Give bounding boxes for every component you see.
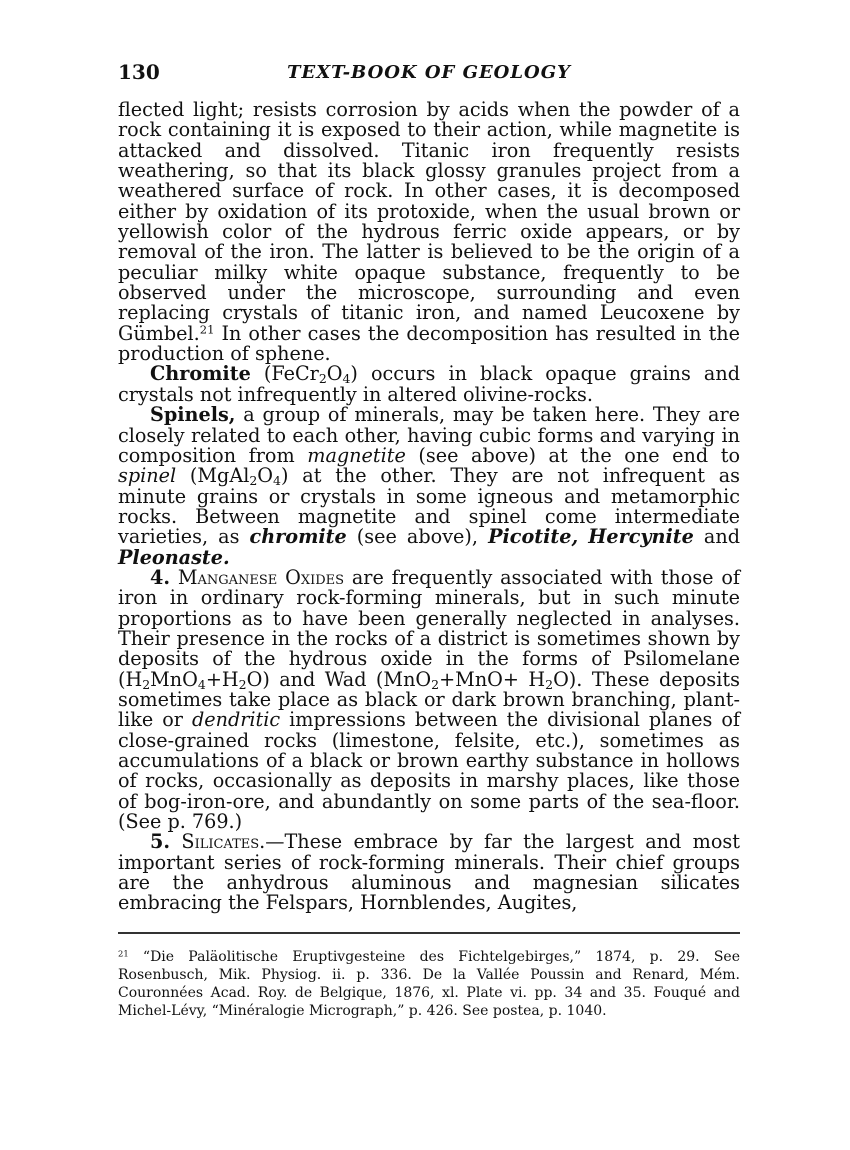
paragraph-chromite xyxy=(118,364,740,405)
subscript: 2 xyxy=(249,473,258,489)
paragraph-text: (see above), xyxy=(346,525,489,549)
paragraph-text: and xyxy=(693,525,740,549)
formula: +MnO+ H xyxy=(439,667,546,691)
page-number: 130 xyxy=(118,60,160,84)
paragraph-text: flected light; resists corrosion by acids when the powder of a rock containing it is exposed to their action, while magnetite is attacked and dissolved. Titanic iron frequently resists weathering, so that its black glossy granules project from a weathered surface of rock. In other cases, it is decomposed either by oxidation of its protoxide, when the usual brown or yellowish color of the hydrous ferric oxide appears, or by removal of the iron. The latter is believed to be the origin of a peculiar milky white opaque substance, frequently to be observed under the microscope, surrounding and even replacing crystals of titanic iron, and named Leucoxene by Gümbel. xyxy=(118,98,740,345)
formula: ) xyxy=(280,464,289,488)
term-hercynite: Hercynite xyxy=(588,525,694,549)
term-pleonaste: Pleonaste. xyxy=(118,545,230,569)
subscript: 4 xyxy=(342,371,351,387)
paragraph-silicates xyxy=(118,832,740,913)
mineral-name-spinels: Spinels, xyxy=(150,403,236,427)
paragraph-text: at the other. They are not infrequent as minute grains or crystals in some igneous and metamorphic rocks. Between magnetite and spinel come intermediate varieties, as xyxy=(118,464,740,549)
subscript: 4 xyxy=(273,473,281,489)
formula: O) and Wad (MnO xyxy=(246,667,432,691)
term-chromite: chromite xyxy=(249,525,347,549)
footnote-text: “Die Paläolitische Eruptivgesteine des Fichtelgebirges,” 1874, p. 29. See Rosenbusch, Mik. Physiog. ii. p. 336. De la Vallée Poussin and Renard, Mém. Couronnées Acad. Roy. de Belgique, 1876, xl. Plate vi. pp. 34 and 35. Fouqué and Michel-Lévy, “Minéralogie Micrograph,” p. 426. See postea, p. 1040. xyxy=(118,948,740,1019)
paragraph-text: In other cases the decomposition has resulted in the production of sphene. xyxy=(118,321,740,366)
paragraph-titanic-iron xyxy=(118,100,740,364)
term-magnetite: magnetite xyxy=(307,443,406,467)
page-header xyxy=(118,60,740,100)
mineral-name-chromite: Chromite xyxy=(150,362,251,386)
paragraph-text: occurs in black opaque grains and crystals not infrequently in altered olivine-rocks. xyxy=(118,362,740,406)
footnote xyxy=(118,948,740,1020)
running-head: TEXT-BOOK OF GEOLOGY xyxy=(287,62,571,83)
paragraph-text: —These embrace by far the largest and most important series of rock-forming minerals. Their chief groups are the anhydrous aluminous and magnesian silicates embracing the Felspars, Hornblendes, Augites, xyxy=(118,830,740,915)
paragraph-text: These deposits sometimes take place as black or dark brown branching, plant-like or xyxy=(118,667,740,732)
subscript: 2 xyxy=(545,676,554,692)
section-number: 5. xyxy=(150,830,171,854)
section-number: 4. xyxy=(150,565,171,589)
formula: (MgAl xyxy=(176,464,250,488)
footnote-marker: 21 xyxy=(118,948,129,959)
footnote-reference: 21 xyxy=(199,322,215,337)
term-dendritic: dendritic xyxy=(191,708,281,732)
term-spinel: spinel xyxy=(118,464,177,488)
formula: +H xyxy=(205,667,239,691)
formula: O xyxy=(257,464,274,488)
paragraph-spinels xyxy=(118,405,740,568)
section-heading: Manganese Oxides xyxy=(177,565,345,589)
section-heading: Silicates. xyxy=(181,830,266,854)
formula: O). xyxy=(553,667,583,691)
paragraph-text: (see above) at the one end to xyxy=(405,443,740,467)
formula: MnO xyxy=(150,667,198,691)
subscript: 2 xyxy=(142,676,151,692)
formula: ) xyxy=(350,362,358,386)
subscript: 2 xyxy=(431,676,440,692)
formula: O xyxy=(326,362,343,386)
footnote-divider xyxy=(118,932,740,934)
subscript: 2 xyxy=(238,676,247,692)
paragraph-text: impressions between the divisional planes of close-grained rocks (limestone, felsite, etc.), sometimes as accumulations of a black or brown earthy substance in hollows of rocks, occasionally as deposits in marshy places, like those of bog-iron-ore, and abundantly on some parts of the sea-floor. (See p. 769.) xyxy=(118,708,740,834)
paragraph-manganese-oxides xyxy=(118,565,740,834)
body-text xyxy=(118,100,740,914)
term-picotite: Picotite, xyxy=(488,525,579,549)
subscript: 2 xyxy=(318,371,327,387)
subscript: 4 xyxy=(197,676,206,692)
formula: (FeCr xyxy=(250,362,319,386)
paragraph-text xyxy=(578,525,588,548)
paragraph-text: a group of minerals, may be taken here. They are closely related to each other, having cubic forms and varying in composition from xyxy=(118,403,740,467)
paragraph-text: are frequently associated with those of iron in ordinary rock-forming minerals, but in such minute proportions as to have been generally neglected in analyses. Their presence in the rocks of a district is sometimes shown by deposits of the hydrous oxide in the forms of Psilomelane (H xyxy=(118,565,740,691)
